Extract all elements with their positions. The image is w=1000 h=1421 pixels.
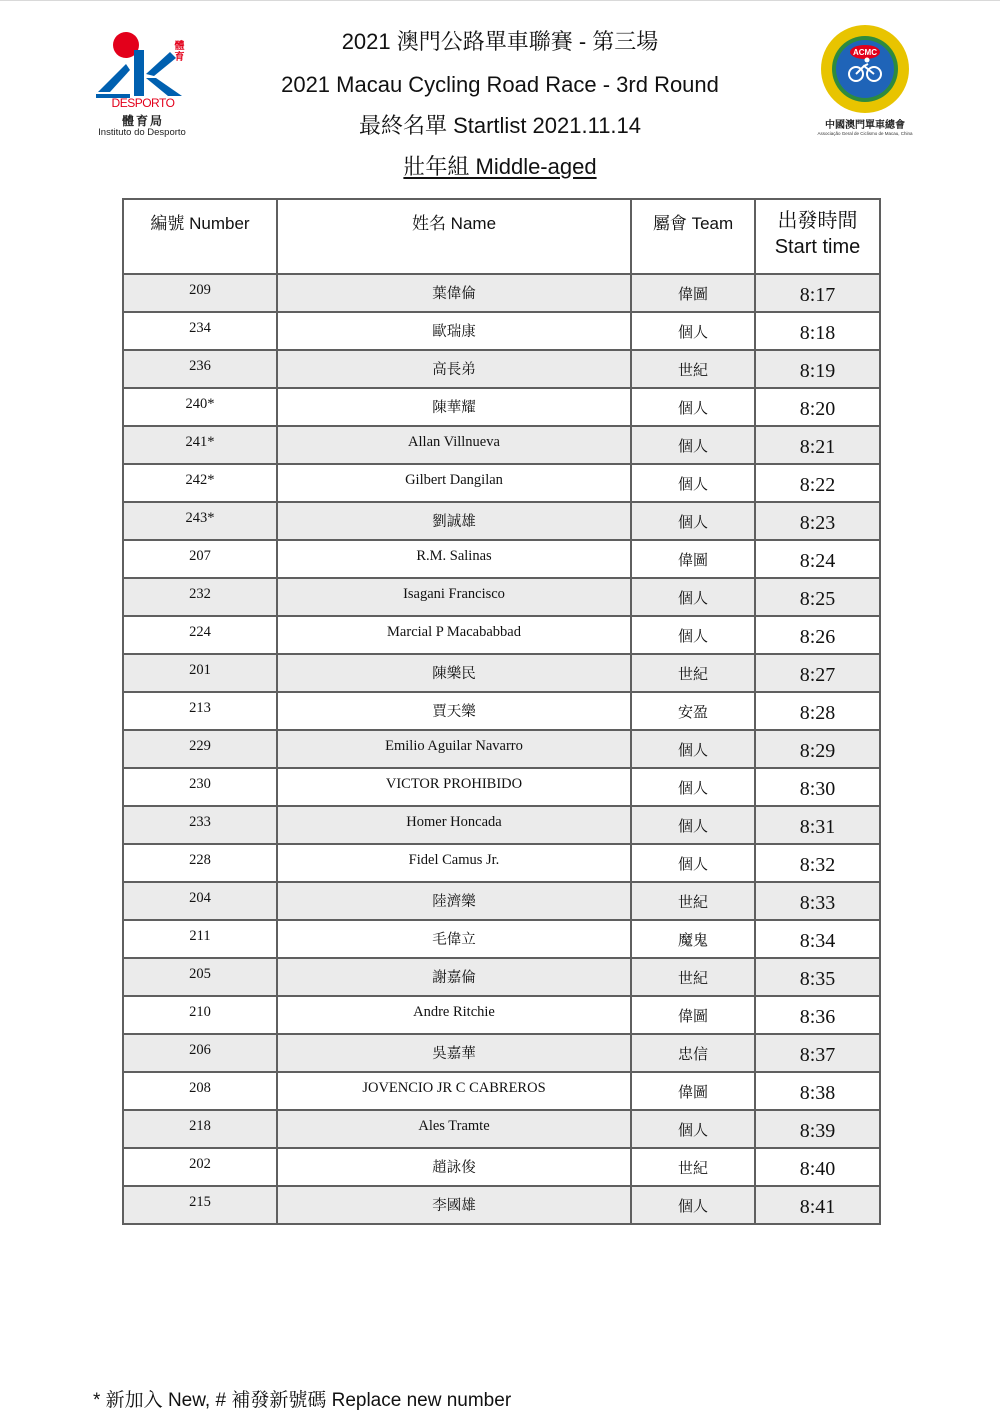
event-title-en: 2021 Macau Cycling Road Race - 3rd Round (281, 72, 719, 97)
cell-name: 歐瑞康 (277, 312, 631, 350)
table-row (123, 958, 880, 996)
acmc-badge-text: ACMC (853, 48, 877, 57)
cell-name: 陳華耀 (277, 388, 631, 426)
cell-start-time: 8:17 (755, 274, 880, 312)
cell-team: 個人 (631, 388, 755, 426)
cell-number: 240* (123, 388, 277, 426)
cell-start-time: 8:41 (755, 1186, 880, 1224)
cell-start-time: 8:32 (755, 844, 880, 882)
cell-number: 232 (123, 578, 277, 616)
cell-start-time: 8:19 (755, 350, 880, 388)
cell-name: Ales Tramte (277, 1110, 631, 1148)
table-row (123, 1148, 880, 1186)
cell-number: 242* (123, 464, 277, 502)
header-name: 姓名 Name (277, 199, 631, 274)
cell-number: 210 (123, 996, 277, 1034)
cell-name: 劉誠雄 (277, 502, 631, 540)
table-row (123, 1110, 880, 1148)
cell-start-time: 8:21 (755, 426, 880, 464)
cell-number: 209 (123, 274, 277, 312)
cell-name: 陸濟樂 (277, 882, 631, 920)
cell-start-time: 8:30 (755, 768, 880, 806)
table-row (123, 388, 880, 426)
cell-team: 忠信 (631, 1034, 755, 1072)
cell-name: VICTOR PROHIBIDO (277, 768, 631, 806)
cell-number: 204 (123, 882, 277, 920)
cell-start-time: 8:28 (755, 692, 880, 730)
table-row (123, 312, 880, 350)
cell-name: 李國雄 (277, 1186, 631, 1224)
cell-start-time: 8:25 (755, 578, 880, 616)
table-row (123, 1034, 880, 1072)
cell-number: 215 (123, 1186, 277, 1224)
footnote: * 新加入 New, # 補發新號碼 Replace new number (93, 1390, 512, 1411)
table-row (123, 350, 880, 388)
cell-number: 205 (123, 958, 277, 996)
cell-name: 毛偉立 (277, 920, 631, 958)
table-row (123, 882, 880, 920)
table-row (123, 1072, 880, 1110)
table-row (123, 920, 880, 958)
acmc-seal-icon (820, 24, 910, 114)
cell-team: 偉圖 (631, 1072, 755, 1110)
cell-team: 個人 (631, 1186, 755, 1224)
table-row (123, 464, 880, 502)
table-row (123, 806, 880, 844)
cell-team: 世紀 (631, 1148, 755, 1186)
cell-start-time: 8:31 (755, 806, 880, 844)
cell-name: R.M. Salinas (277, 540, 631, 578)
cell-team: 個人 (631, 1110, 755, 1148)
cell-start-time: 8:40 (755, 1148, 880, 1186)
cell-team: 個人 (631, 464, 755, 502)
header-start-time-en: Start time (774, 236, 861, 258)
cell-team: 偉圖 (631, 540, 755, 578)
cell-name: 賈天樂 (277, 692, 631, 730)
table-row (123, 616, 880, 654)
cell-start-time: 8:24 (755, 540, 880, 578)
cell-name: JOVENCIO JR C CABREROS (277, 1072, 631, 1110)
cell-start-time: 8:33 (755, 882, 880, 920)
table-row (123, 692, 880, 730)
category-title: 壯年組 Middle-aged (403, 154, 597, 179)
cell-number: 218 (123, 1110, 277, 1148)
cell-name: Allan Villnueva (277, 426, 631, 464)
cell-name: Marcial P Macababbad (277, 616, 631, 654)
cell-start-time: 8:38 (755, 1072, 880, 1110)
cell-number: 241* (123, 426, 277, 464)
cell-start-time: 8:22 (755, 464, 880, 502)
cell-number: 230 (123, 768, 277, 806)
table-row (123, 274, 880, 312)
cell-name: Andre Ritchie (277, 996, 631, 1034)
cell-number: 207 (123, 540, 277, 578)
cell-name: 陳樂民 (277, 654, 631, 692)
table-row (123, 502, 880, 540)
cell-name: Gilbert Dangilan (277, 464, 631, 502)
cell-name: 葉偉倫 (277, 274, 631, 312)
logo-left-name-zh: 體育局 (121, 114, 164, 128)
cell-team: 個人 (631, 768, 755, 806)
cell-start-time: 8:39 (755, 1110, 880, 1148)
header-team: 屬會 Team (631, 199, 755, 274)
logo-vertical-chars: 體育 (172, 40, 183, 62)
cell-name: Fidel Camus Jr. (277, 844, 631, 882)
cell-name: Emilio Aguilar Navarro (277, 730, 631, 768)
cell-team: 個人 (631, 426, 755, 464)
cell-start-time: 8:29 (755, 730, 880, 768)
cell-team: 世紀 (631, 350, 755, 388)
cell-start-time: 8:34 (755, 920, 880, 958)
cell-number: 213 (123, 692, 277, 730)
cell-start-time: 8:35 (755, 958, 880, 996)
header-number: 編號 Number (123, 199, 277, 274)
cell-team: 個人 (631, 312, 755, 350)
cell-start-time: 8:20 (755, 388, 880, 426)
cell-name: 吳嘉華 (277, 1034, 631, 1072)
cell-team: 個人 (631, 730, 755, 768)
desporto-word: DESPORTO (111, 96, 175, 110)
cell-start-time: 8:37 (755, 1034, 880, 1072)
cell-number: 236 (123, 350, 277, 388)
cell-number: 233 (123, 806, 277, 844)
cell-team: 世紀 (631, 958, 755, 996)
logo-right-name-pt: Associação Geral de Ciclismo de Macau, China (817, 131, 913, 136)
cell-number: 201 (123, 654, 277, 692)
top-border-line (0, 0, 1000, 1)
cell-team: 世紀 (631, 654, 755, 692)
cell-name: 趙詠俊 (277, 1148, 631, 1186)
table-row (123, 654, 880, 692)
cell-number: 202 (123, 1148, 277, 1186)
cell-number: 211 (123, 920, 277, 958)
table-row (123, 426, 880, 464)
cell-team: 個人 (631, 844, 755, 882)
startlist-date-line: 最終名單 Startlist 2021.11.14 (358, 113, 642, 138)
cell-team: 個人 (631, 806, 755, 844)
cell-team: 魔鬼 (631, 920, 755, 958)
cell-name: Isagani Francisco (277, 578, 631, 616)
cell-team: 偉圖 (631, 274, 755, 312)
cell-number: 206 (123, 1034, 277, 1072)
cell-number: 228 (123, 844, 277, 882)
cell-team: 個人 (631, 502, 755, 540)
table-row (123, 1186, 880, 1224)
cell-number: 243* (123, 502, 277, 540)
cell-start-time: 8:23 (755, 502, 880, 540)
table-row (123, 540, 880, 578)
header-start-time (755, 199, 880, 274)
cell-number: 208 (123, 1072, 277, 1110)
cell-start-time: 8:36 (755, 996, 880, 1034)
logo-right-name-zh: 中國澳門單車總會 (825, 120, 905, 131)
table-row (123, 768, 880, 806)
cell-team: 偉圖 (631, 996, 755, 1034)
cell-start-time: 8:27 (755, 654, 880, 692)
cell-team: 個人 (631, 578, 755, 616)
cell-number: 234 (123, 312, 277, 350)
cell-name: 高長弟 (277, 350, 631, 388)
cell-start-time: 8:18 (755, 312, 880, 350)
cell-team: 安盈 (631, 692, 755, 730)
cell-number: 229 (123, 730, 277, 768)
instituto-desporto-logo (96, 30, 196, 140)
logo-left-name-pt: Instituto do Desporto (98, 127, 186, 138)
table-row (123, 730, 880, 768)
event-title-zh: 2021 澳門公路單車聯賽 - 第三場 (341, 29, 659, 54)
cell-team: 個人 (631, 616, 755, 654)
table-row (123, 844, 880, 882)
table-row (123, 578, 880, 616)
cell-number: 224 (123, 616, 277, 654)
table-header-row (123, 199, 880, 274)
acmc-logo (812, 24, 922, 139)
cell-name: 謝嘉倫 (277, 958, 631, 996)
cell-team: 世紀 (631, 882, 755, 920)
cell-name: Homer Honcada (277, 806, 631, 844)
table-row (123, 996, 880, 1034)
cell-start-time: 8:26 (755, 616, 880, 654)
startlist-table (122, 198, 881, 1225)
header-start-time-zh: 出發時間 (777, 210, 858, 232)
